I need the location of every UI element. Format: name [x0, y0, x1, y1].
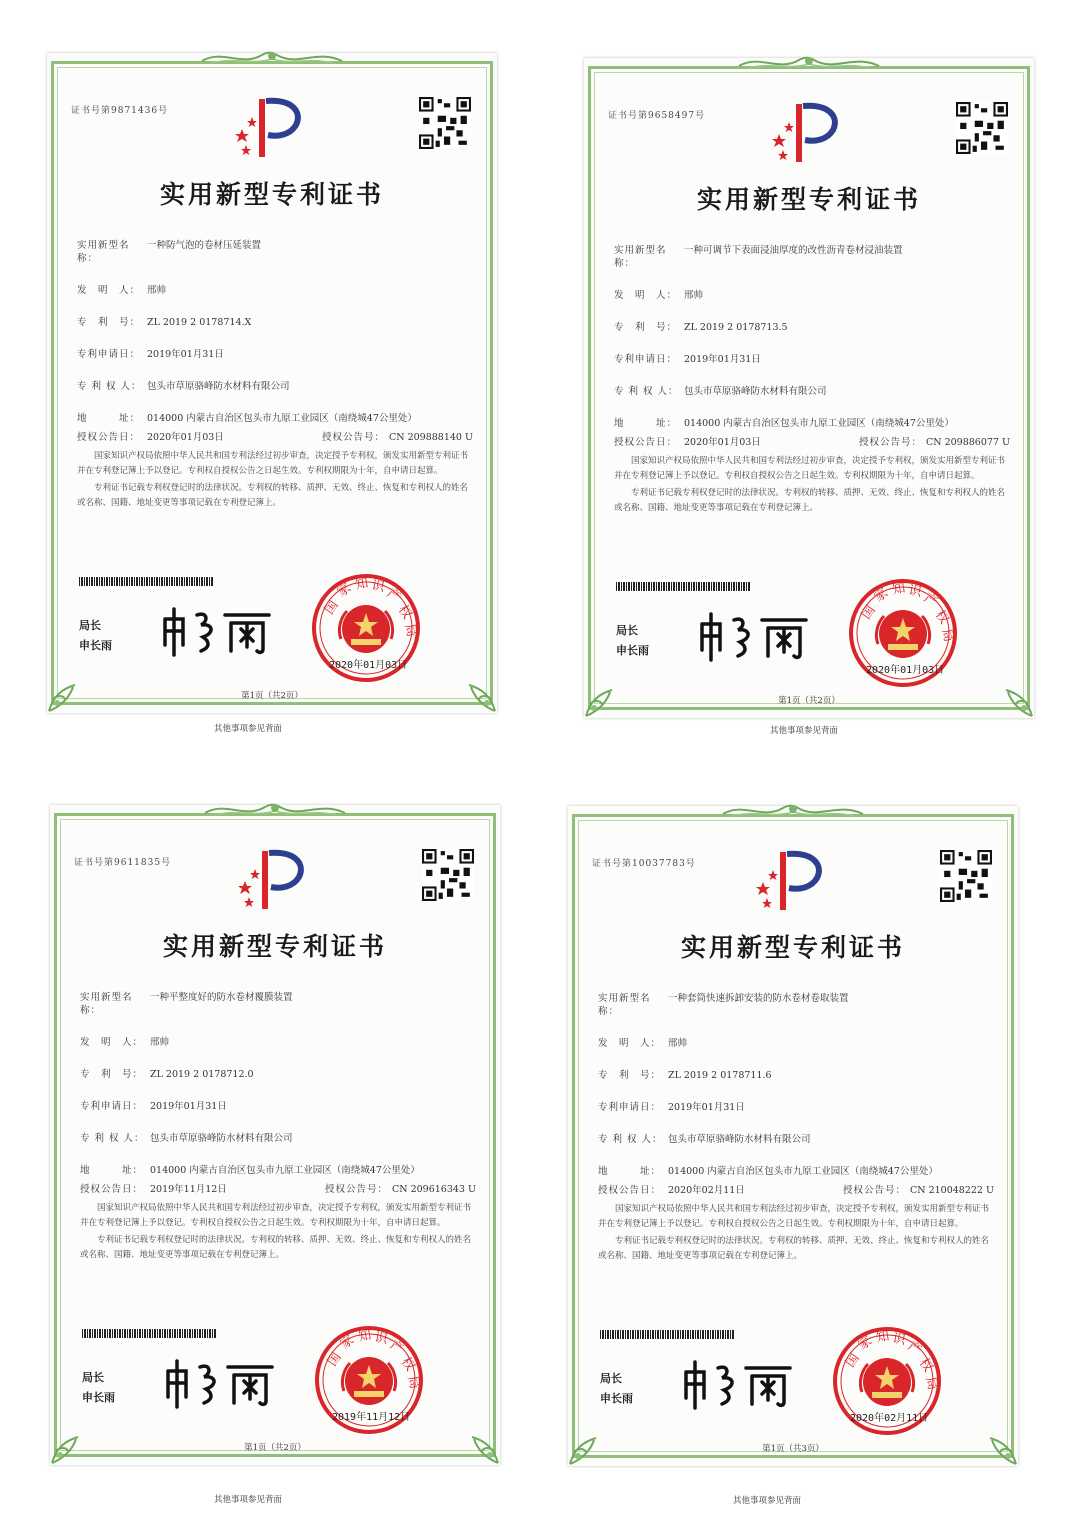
- certificate-number: 证书号第9611835号: [74, 858, 172, 868]
- field-patent-number: [77, 316, 473, 329]
- seal-char: 识: [891, 1331, 907, 1349]
- field-label: 专 利 权 人：: [598, 1134, 663, 1145]
- field-value: 一种平整度好的防水卷材覆膜装置: [150, 992, 293, 1003]
- seal-char: 知: [357, 1327, 373, 1345]
- field-label: 专 利 权 人：: [80, 1133, 145, 1144]
- field-label: 授权公告日：: [598, 1185, 662, 1196]
- field-utility-name: [614, 244, 1010, 270]
- field-label: 授权公告号：: [858, 437, 922, 448]
- seal-char: 产: [386, 1337, 406, 1358]
- field-value: 邢帅: [147, 285, 167, 296]
- field-value: 包头市草原骆峰防水材料有限公司: [147, 381, 290, 392]
- seal-char: 家: [334, 580, 354, 601]
- seal-char: 知: [354, 575, 370, 593]
- stamp-date: 2020年02月11日: [850, 1413, 929, 1424]
- patent-certificate: [584, 58, 1034, 718]
- field-address: [77, 412, 473, 425]
- patent-certificate: [47, 53, 497, 713]
- field-inventor: [598, 1037, 994, 1050]
- cnipa-logo-icon: [759, 96, 849, 166]
- stamp-date: 2020年01月03日: [866, 665, 945, 676]
- certificate-fields: [614, 244, 1010, 468]
- field-label: 专 利 号：: [77, 317, 141, 328]
- certificate-fields: [77, 239, 473, 463]
- cnipa-logo-icon: [222, 91, 312, 161]
- field-patentee: [80, 1132, 476, 1145]
- field-grant: [80, 1183, 476, 1196]
- qr-code-icon: [419, 97, 471, 149]
- field-value: 2019年01月31日: [668, 1102, 745, 1113]
- field-value: 014000 内蒙古自治区包头市九原工业园区（南绕城47公里处）: [150, 1165, 420, 1176]
- field-label: 授权公告号：: [842, 1185, 906, 1196]
- director-title: 局长: [79, 619, 101, 632]
- seal-char: 知: [891, 580, 907, 598]
- certificate-body: [77, 449, 471, 513]
- field-label: 授权公告日：: [77, 432, 141, 443]
- field-value: 014000 内蒙古自治区包头市九原工业园区（南绕城47公里处）: [668, 1166, 938, 1177]
- seal-char: 国: [324, 1350, 345, 1370]
- seal-char: 国: [842, 1351, 863, 1371]
- seal-char: 家: [855, 1333, 875, 1354]
- certificate-number: 证书号第9871436号: [71, 106, 169, 116]
- field-grant: [598, 1184, 994, 1197]
- patent-certificate: [50, 805, 500, 1465]
- grant-date-group: [77, 431, 224, 444]
- field-label: 授权公告号：: [324, 1184, 388, 1195]
- qr-code-icon: [956, 102, 1008, 154]
- grant-number-group: [325, 1183, 476, 1196]
- field-value: 2019年01月31日: [150, 1101, 227, 1112]
- field-address: [614, 417, 1010, 430]
- director-name: 申长雨: [600, 1392, 633, 1405]
- field-grant: [614, 436, 1010, 449]
- field-patent-number: [598, 1069, 994, 1082]
- field-label: 发 明 人：: [614, 290, 678, 301]
- page-number: 第1页（共2页）: [244, 1443, 306, 1453]
- body-paragraph: 国家知识产权局依照中华人民共和国专利法经过初步审查，决定授予专利权，颁发实用新型专利证书并在专利登记簿上予以登记。专利权自授权公告之日起生效。专利权期限为十年，自申请日起算。: [598, 1204, 990, 1229]
- field-label: 专利申请日：: [598, 1102, 662, 1113]
- field-label: 实用新型名称：: [80, 992, 133, 1016]
- signature-icon: [694, 606, 814, 664]
- page-number: 第1页（共3页）: [762, 1444, 824, 1454]
- field-value: 一种套筒快速拆卸安装的防水卷材卷取装置: [668, 993, 849, 1004]
- certificate-title: 实用新型专利证书: [680, 933, 905, 962]
- field-label: 发 明 人：: [598, 1038, 662, 1049]
- body-paragraph: 专利证书记载专利权登记时的法律状况。专利权的转移、质押、无效、终止、恢复和专利权人的姓名或名称、国籍、地址变更等事项记载在专利登记簿上。: [77, 483, 469, 508]
- body-paragraph: 国家知识产权局依照中华人民共和国专利法经过初步审查，决定授予专利权，颁发实用新型专利证书并在专利登记簿上予以登记。专利权自授权公告之日起生效。专利权期限为十年，自申请日起算。: [77, 451, 469, 476]
- certificate-title: 实用新型专利证书: [162, 932, 387, 961]
- seal-char: 局: [401, 622, 419, 639]
- field-value: 014000 内蒙古自治区包头市九原工业园区（南绕城47公里处）: [147, 413, 417, 424]
- seal-char: 产: [904, 1338, 924, 1359]
- field-label: 授权公告日：: [614, 437, 678, 448]
- field-label: 发 明 人：: [77, 285, 141, 296]
- grant-number-group: [843, 1184, 994, 1197]
- back-page-note: 其他事项参见背面: [732, 1496, 801, 1506]
- field-label: 专 利 号：: [80, 1069, 144, 1080]
- field-value: 包头市草原骆峰防水材料有限公司: [150, 1133, 293, 1144]
- grant-number: CN 209888140 U: [388, 432, 473, 443]
- grant-number: CN 209886077 U: [925, 437, 1010, 448]
- field-utility-name: [598, 992, 994, 1018]
- body-paragraph: 专利证书记载专利权登记时的法律状况。专利权的转移、质押、无效、终止、恢复和专利权人的姓名或名称、国籍、地址变更等事项记载在专利登记簿上。: [614, 488, 1006, 513]
- field-value: ZL 2019 2 0178713.5: [684, 322, 788, 333]
- field-application-date: [614, 353, 1010, 366]
- grant-number-group: [859, 436, 1010, 449]
- back-page-note: 其他事项参见背面: [213, 724, 282, 734]
- grant-date: 2020年02月11日: [668, 1185, 745, 1196]
- field-patent-number: [614, 321, 1010, 334]
- field-application-date: [77, 348, 473, 361]
- qr-code-icon: [940, 850, 992, 902]
- field-value: 包头市草原骆峰防水材料有限公司: [684, 386, 827, 397]
- field-patentee: [614, 385, 1010, 398]
- page-number: 第1页（共2页）: [778, 696, 840, 706]
- field-patent-number: [80, 1068, 476, 1081]
- certificate-number: 证书号第9658497号: [608, 111, 706, 121]
- field-inventor: [614, 289, 1010, 302]
- seal-char: 国: [858, 603, 879, 623]
- seal-char: 产: [383, 585, 403, 606]
- director-name: 申长雨: [616, 644, 649, 657]
- seal-char: 权: [397, 1354, 418, 1374]
- field-label: 专利申请日：: [77, 349, 141, 360]
- field-label: 专利申请日：: [80, 1101, 144, 1112]
- field-label: 实用新型名称：: [614, 245, 667, 269]
- barcode-icon: [616, 582, 751, 591]
- grant-number: CN 209616343 U: [391, 1184, 476, 1195]
- field-patentee: [77, 380, 473, 393]
- seal-char: 权: [931, 607, 952, 627]
- top-ornament-icon: [729, 52, 889, 74]
- field-label: 专 利 权 人：: [614, 386, 679, 397]
- field-value: 014000 内蒙古自治区包头市九原工业园区（南绕城47公里处）: [684, 418, 954, 429]
- field-label: 专 利 权 人：: [77, 381, 142, 392]
- field-label: 授权公告日：: [80, 1184, 144, 1195]
- seal-char: 识: [373, 1330, 389, 1348]
- director-title: 局长: [616, 624, 638, 637]
- body-paragraph: 专利证书记载专利权登记时的法律状况。专利权的转移、质押、无效、终止、恢复和专利权人的姓名或名称、国籍、地址变更等事项记载在专利登记簿上。: [80, 1235, 472, 1260]
- field-value: 包头市草原骆峰防水材料有限公司: [668, 1134, 811, 1145]
- field-label: 地 址：: [598, 1166, 662, 1177]
- field-label: 专 利 号：: [614, 322, 678, 333]
- certificate-fields: [598, 992, 994, 1216]
- grant-date-group: [614, 436, 761, 449]
- signature-icon: [160, 1353, 280, 1411]
- field-inventor: [80, 1036, 476, 1049]
- back-page-note: 其他事项参见背面: [769, 726, 838, 736]
- field-value: 2019年01月31日: [147, 349, 224, 360]
- field-label: 地 址：: [80, 1165, 144, 1176]
- field-value: 一种可调节下表面浸油厚度的改性沥青卷材浸油装置: [684, 245, 903, 256]
- certificate-body: [614, 454, 1008, 518]
- body-paragraph: 专利证书记载专利权登记时的法律状况。专利权的转移、质押、无效、终止、恢复和专利权人的姓名或名称、国籍、地址变更等事项记载在专利登记簿上。: [598, 1236, 990, 1261]
- seal-char: 局: [938, 627, 956, 644]
- top-ornament-icon: [192, 47, 352, 69]
- field-address: [598, 1165, 994, 1178]
- field-value: 邢帅: [668, 1038, 688, 1049]
- field-value: ZL 2019 2 0178711.6: [668, 1070, 772, 1081]
- field-application-date: [80, 1100, 476, 1113]
- seal-char: 权: [915, 1355, 936, 1375]
- seal-char: 局: [404, 1374, 422, 1391]
- certificate-title: 实用新型专利证书: [696, 185, 921, 214]
- seal-char: 权: [394, 602, 415, 622]
- director-title: 局长: [82, 1371, 104, 1384]
- seal-char: 局: [922, 1375, 940, 1392]
- body-paragraph: 国家知识产权局依照中华人民共和国专利法经过初步审查，决定授予专利权，颁发实用新型专利证书并在专利登记簿上予以登记。专利权自授权公告之日起生效。专利权期限为十年，自申请日起算。: [614, 456, 1006, 481]
- barcode-icon: [600, 1330, 735, 1339]
- body-paragraph: 国家知识产权局依照中华人民共和国专利法经过初步审查，决定授予专利权，颁发实用新型专利证书并在专利登记簿上予以登记。专利权自授权公告之日起生效。专利权期限为十年，自申请日起算。: [80, 1203, 472, 1228]
- certificate-number: 证书号第10037783号: [592, 859, 696, 869]
- seal-char: 家: [337, 1332, 357, 1353]
- grant-number: CN 210048222 U: [909, 1185, 994, 1196]
- field-address: [80, 1164, 476, 1177]
- grant-date: 2020年01月03日: [147, 432, 224, 443]
- grant-date: 2020年01月03日: [684, 437, 761, 448]
- director-name: 申长雨: [79, 639, 112, 652]
- stamp-date: 2019年11月12日: [332, 1412, 411, 1423]
- certificate-title: 实用新型专利证书: [159, 180, 384, 209]
- certificate-body: [80, 1201, 474, 1265]
- field-label: 地 址：: [614, 418, 678, 429]
- seal-char: 家: [871, 585, 891, 606]
- field-label: 实用新型名称：: [77, 240, 130, 264]
- director-name: 申长雨: [82, 1391, 115, 1404]
- barcode-icon: [79, 577, 214, 586]
- field-value: ZL 2019 2 0178714.X: [147, 317, 252, 328]
- field-label: 授权公告号：: [321, 432, 385, 443]
- grant-number-group: [322, 431, 473, 444]
- field-value: 2019年01月31日: [684, 354, 761, 365]
- field-label: 地 址：: [77, 413, 141, 424]
- patent-certificate: [568, 806, 1018, 1466]
- field-inventor: [77, 284, 473, 297]
- signature-icon: [157, 601, 277, 659]
- barcode-icon: [82, 1329, 217, 1338]
- field-grant: [77, 431, 473, 444]
- director-title: 局长: [600, 1372, 622, 1385]
- cnipa-logo-icon: [225, 843, 315, 913]
- field-value: 邢帅: [684, 290, 704, 301]
- qr-code-icon: [422, 849, 474, 901]
- field-patentee: [598, 1133, 994, 1146]
- certificate-body: [598, 1202, 992, 1266]
- field-value: ZL 2019 2 0178712.0: [150, 1069, 254, 1080]
- cnipa-logo-icon: [743, 844, 833, 914]
- certificate-fields: [80, 991, 476, 1215]
- field-label: 实用新型名称：: [598, 993, 651, 1017]
- grant-date: 2019年11月12日: [150, 1184, 227, 1195]
- seal-char: 识: [370, 578, 386, 596]
- field-value: 邢帅: [150, 1037, 170, 1048]
- field-application-date: [598, 1101, 994, 1114]
- top-ornament-icon: [195, 799, 355, 821]
- field-value: 一种防气泡的卷材压延装置: [147, 240, 262, 251]
- field-utility-name: [77, 239, 473, 265]
- field-label: 专 利 号：: [598, 1070, 662, 1081]
- seal-char: 产: [920, 590, 940, 611]
- stamp-date: 2020年01月03日: [329, 660, 408, 671]
- seal-char: 知: [875, 1328, 891, 1346]
- page-number: 第1页（共2页）: [241, 691, 303, 701]
- seal-char: 国: [321, 598, 342, 618]
- back-page-note: 其他事项参见背面: [213, 1495, 282, 1505]
- field-utility-name: [80, 991, 476, 1017]
- top-ornament-icon: [713, 800, 873, 822]
- signature-icon: [678, 1354, 798, 1412]
- grant-date-group: [80, 1183, 227, 1196]
- field-label: 专利申请日：: [614, 354, 678, 365]
- field-label: 发 明 人：: [80, 1037, 144, 1048]
- grant-date-group: [598, 1184, 745, 1197]
- seal-char: 识: [907, 583, 923, 601]
